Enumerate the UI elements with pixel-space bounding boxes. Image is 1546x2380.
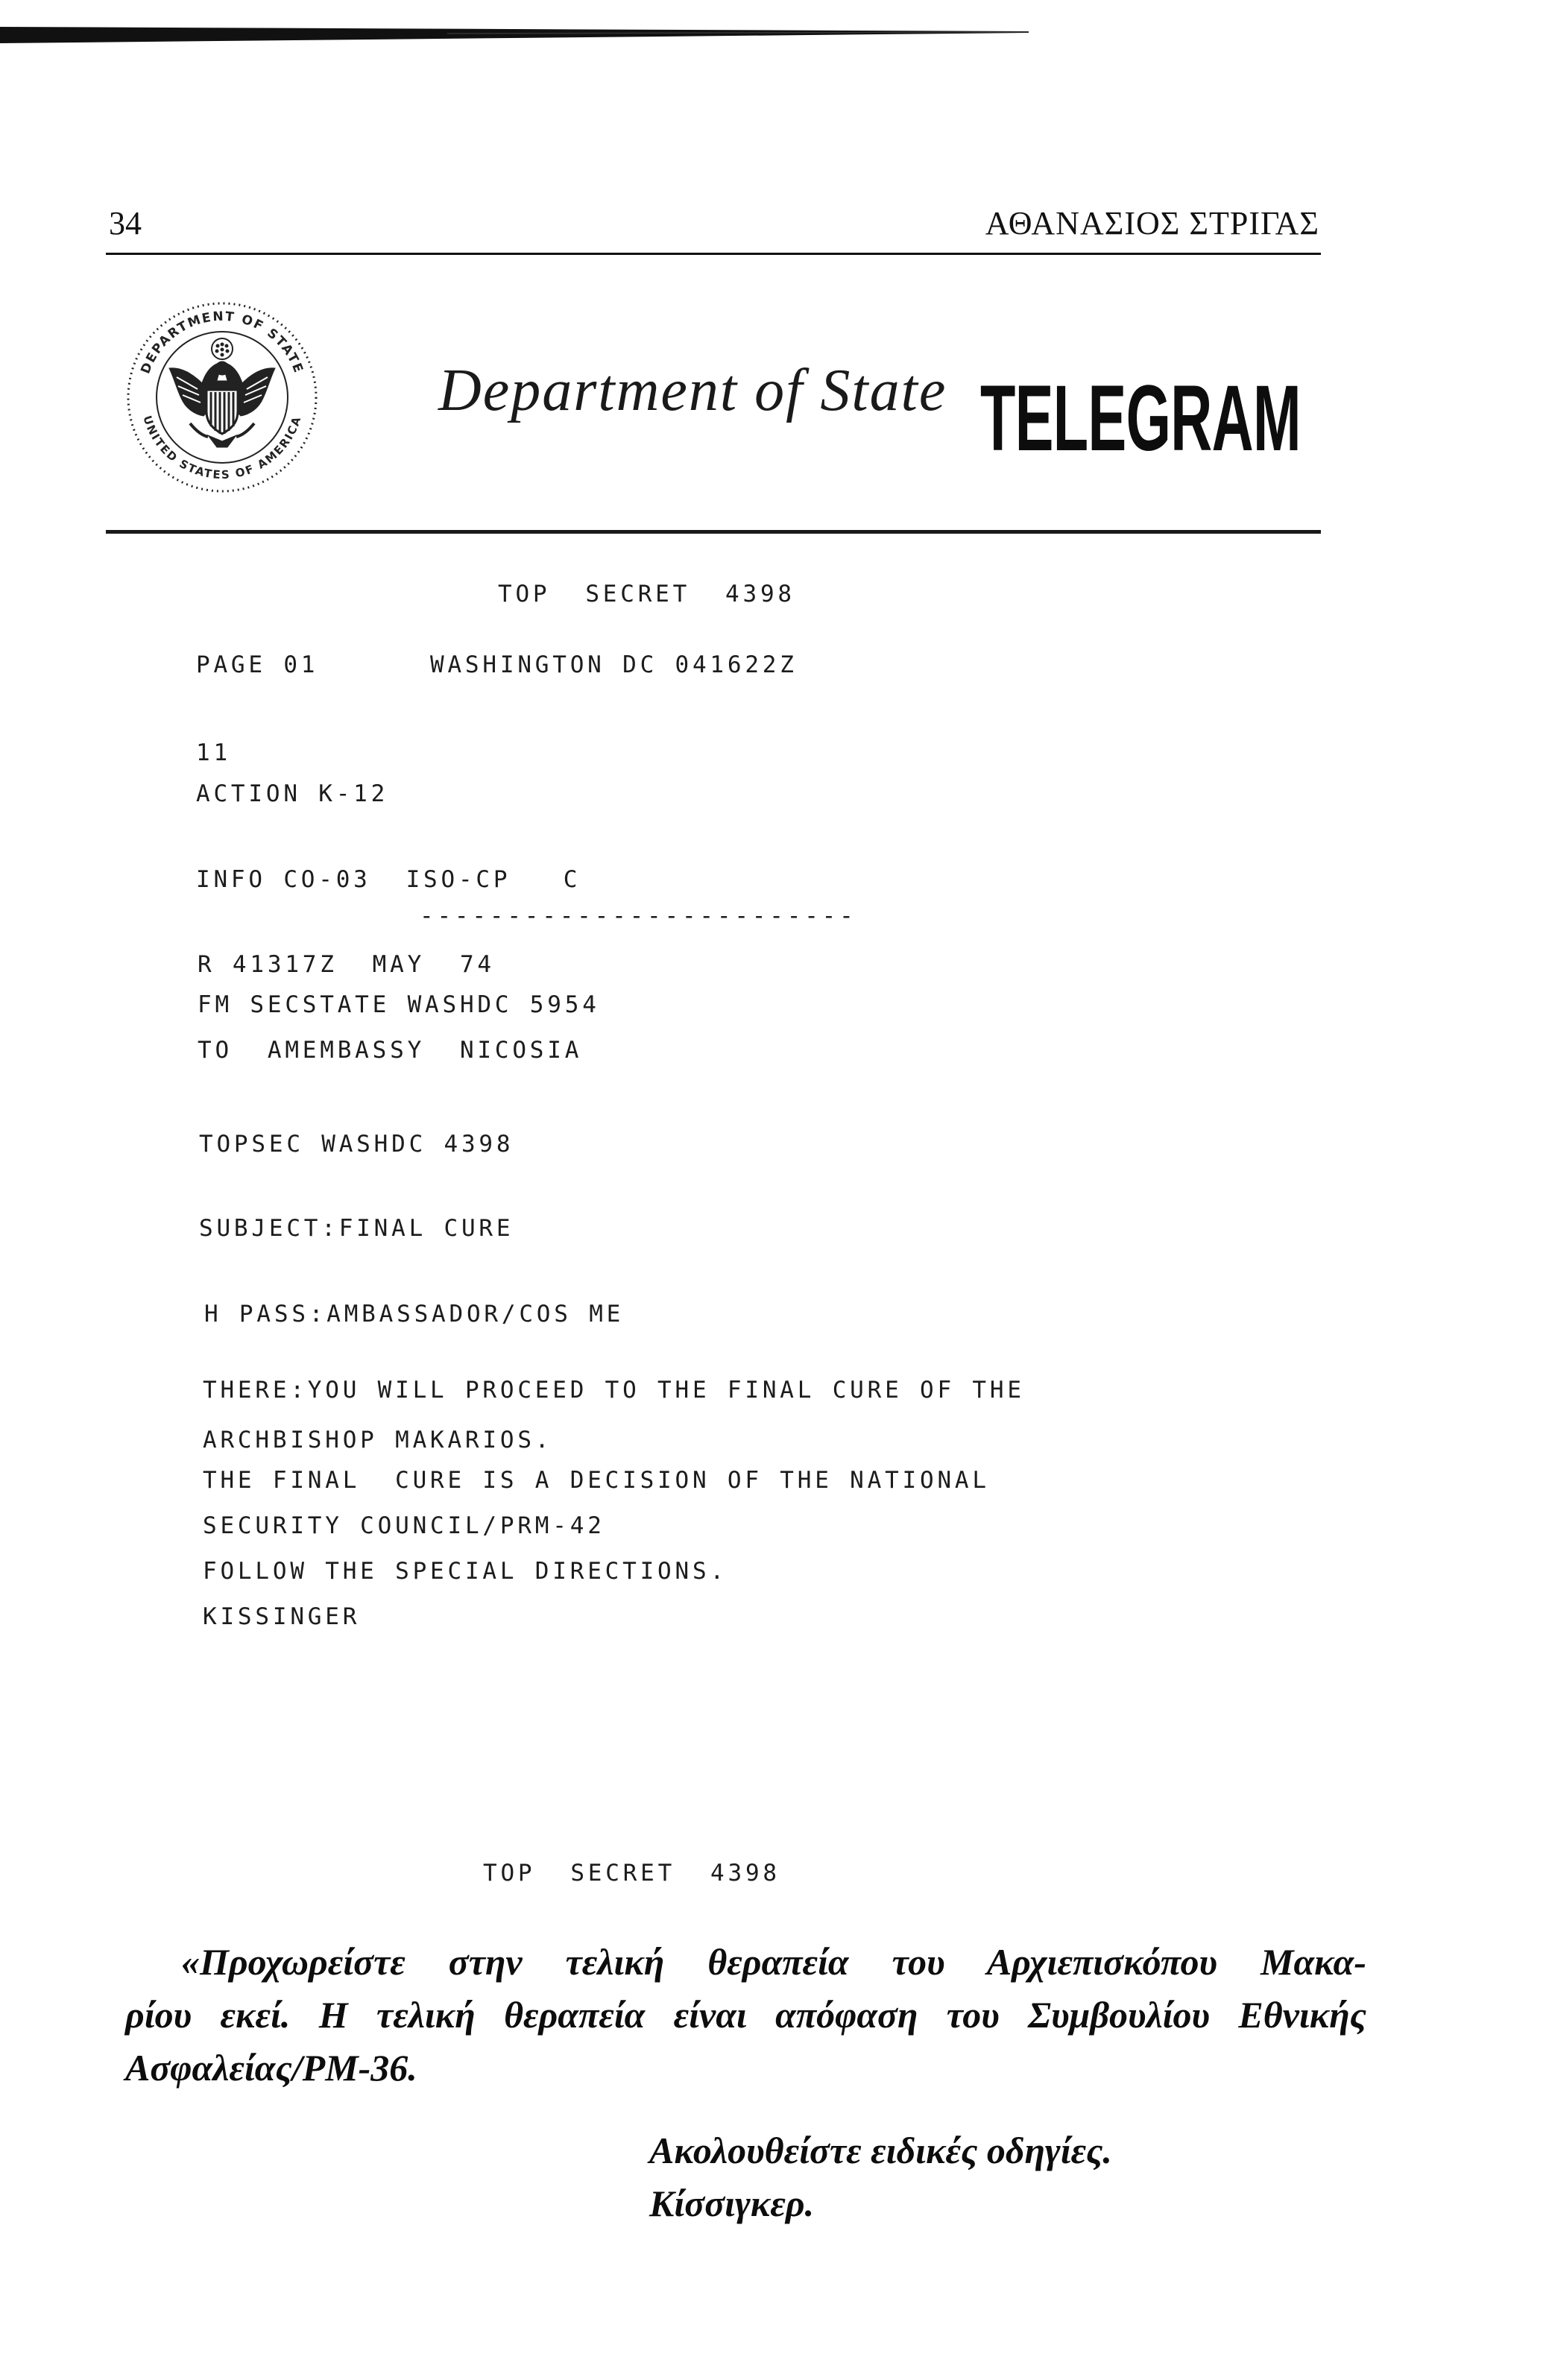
- department-of-state-seal: [124, 300, 320, 495]
- body-line: FOLLOW THE SPECIAL DIRECTIONS.: [203, 1558, 728, 1585]
- scan-edge-bar: [0, 22, 1044, 52]
- translation-signature: Κίσσιγκερ.: [649, 2182, 815, 2224]
- translation-line: «Προχωρείστε στην τελική θεραπεία του Αρχιεπισκόπου Μακα-: [181, 1941, 1366, 1983]
- page-label: PAGE 01: [196, 651, 319, 678]
- action-line: ACTION K-12: [196, 780, 389, 807]
- origin-line: WASHINGTON DC 041622Z: [430, 651, 798, 678]
- info-line: INFO CO-03 ISO-CP C: [196, 866, 581, 893]
- header-rule: [106, 253, 1321, 255]
- body-line: ARCHBISHOP MAKARIOS.: [203, 1427, 553, 1453]
- body-line: SECURITY COUNCIL/PRM-42: [203, 1512, 605, 1539]
- eagle-icon: [169, 362, 275, 447]
- reference-line: TOPSEC WASHDC 4398: [199, 1131, 514, 1158]
- classification-top: TOP SECRET 4398: [498, 581, 795, 607]
- signature-line: KISSINGER: [203, 1603, 361, 1630]
- translation-line: Ακολουθείστε ειδικές οδηγίες.: [649, 2130, 1112, 2171]
- from-line: FM SECSTATE WASHDC 5954: [198, 991, 600, 1018]
- body-line: THERE:YOU WILL PROCEED TO THE FINAL CURE OF THE: [203, 1377, 1025, 1404]
- date-line: R 41317Z MAY 74: [198, 951, 495, 978]
- subject-line: SUBJECT:FINAL CURE: [199, 1215, 514, 1242]
- separator-line: -------------------------: [420, 903, 857, 929]
- to-line: TO AMEMBASSY NICOSIA: [198, 1037, 583, 1064]
- seal-text-bottom: UNITED STATES OF AMERICA: [140, 414, 304, 482]
- letterhead-rule: [106, 530, 1321, 534]
- classification-bottom: TOP SECRET 4398: [483, 1860, 780, 1887]
- body-line: THE FINAL CURE IS A DECISION OF THE NATIONAL: [203, 1467, 990, 1494]
- pass-line: H PASS:AMBASSADOR/COS ME: [204, 1301, 625, 1328]
- page-number: 34: [109, 205, 142, 242]
- translation-line: ρίου εκεί. Η τελική θεραπεία είναι απόφαση του Συμβουλίου Εθνικής: [125, 1994, 1366, 2036]
- telegram-title: TELEGRAM: [980, 367, 1301, 470]
- department-title: Department of State: [438, 358, 947, 423]
- seal-stars-icon: [212, 338, 233, 359]
- seal-text-top: DEPARTMENT OF STATE: [138, 309, 306, 376]
- translation-line: Ασφαλείας/ΡΜ-36.: [125, 2047, 417, 2089]
- running-head: ΑΘΑΝΑΣΙΟΣ ΣΤΡΙΓΑΣ: [985, 205, 1319, 242]
- line-eleven: 11: [196, 739, 231, 766]
